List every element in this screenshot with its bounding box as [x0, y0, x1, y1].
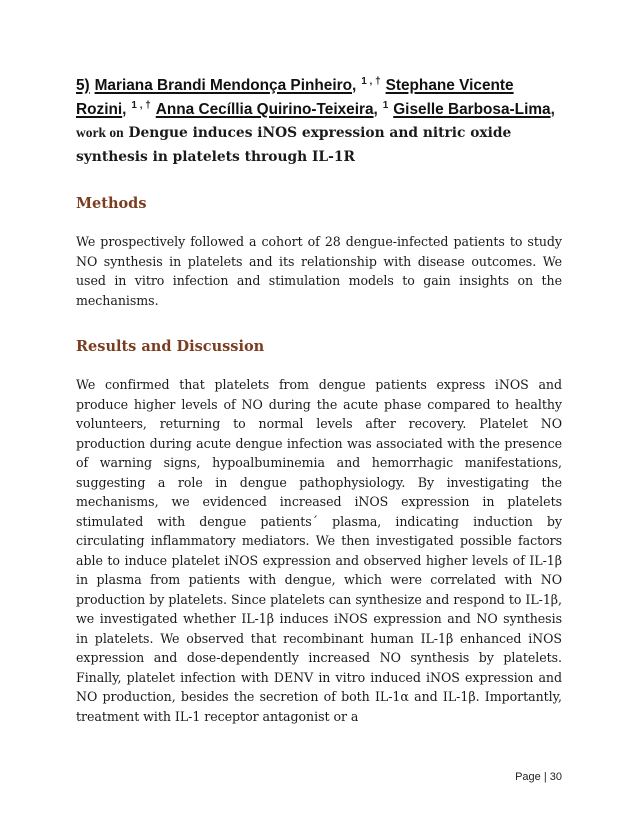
paper-title: Dengue induces iNOS expression and nitric oxide synthesis in platelets through IL-1R: [76, 125, 512, 165]
results-heading: Results and Discussion: [76, 338, 265, 355]
author-name: Anna Cecíllia Quirino-Teixeira: [155, 100, 374, 118]
page-number: Page | 30: [515, 771, 562, 783]
author-affiliation-mark: 1 , †: [131, 99, 151, 111]
methods-heading: Methods: [76, 195, 147, 212]
author-title-block: 5) Mariana Brandi Mendonça Pinheiro, $^{1 , \dagger}$ Stephane Vicente Rozini, $^{1 , \dagger}$ Anna Cecíllia Quirino-Teixeira, $^1$ Giselle Barbosa-Lima, work on Dengue induces iNOS expression and nitric oxide synthesis in platelets through IL-1R: [76, 75, 555, 165]
author-name: Stephane Vicente Rozini: [76, 77, 514, 118]
results-paragraph: We confirmed that platelets from dengue patients express iNOS and produce higher levels of NO during the acute phase compared to healthy volunteers, returning to normal levels after recovery. Platelet NO production during acute dengue infection was associated with the presence of warning signs, hypoalbuminemia and hemorrhagic manifestations, suggesting a role in dengue pathophysiology. By investigating the mechanisms, we evidenced increased iNOS expression in platelets stimulated with dengue patients´ plasma, indicating induction by circulating inflammatory mediators. We then investigated possible factors able to induce platelet iNOS expression and observed higher levels of IL-1β in plasma from patients with dengue, which were correlated with NO production by platelets. Since platelets can synthesize and respond to IL-1β, we investigated whether IL-1β induces iNOS expression and NO synthesis in platelets. We observed that recombinant human IL-1β enhanced iNOS expression and dose-dependently increased NO synthesis by platelets. Finally, platelet infection with DENV in vitro induced iNOS expression and NO production, besides the secretion of both IL-1α and IL-1β. Importantly, treatment with IL-1 receptor antagonist or a: [76, 377, 562, 724]
author-name: Mariana Brandi Mendonça Pinheiro: [94, 77, 353, 94]
author-name: Giselle Barbosa-Lima: [393, 100, 551, 118]
item-number: 5): [76, 77, 90, 94]
document-page: [76, 74, 562, 726]
work-label: work on: [76, 125, 124, 140]
author-affiliation-mark: 1: [382, 99, 389, 111]
author-affiliation-mark: 1 , †: [361, 75, 381, 87]
methods-paragraph: We prospectively followed a cohort of 28 dengue-infected patients to study NO synthesis in platelets and its relationship with disease outcomes. We used in vitro infection and stimulation models to gain insights on the mechanisms.: [76, 234, 562, 308]
